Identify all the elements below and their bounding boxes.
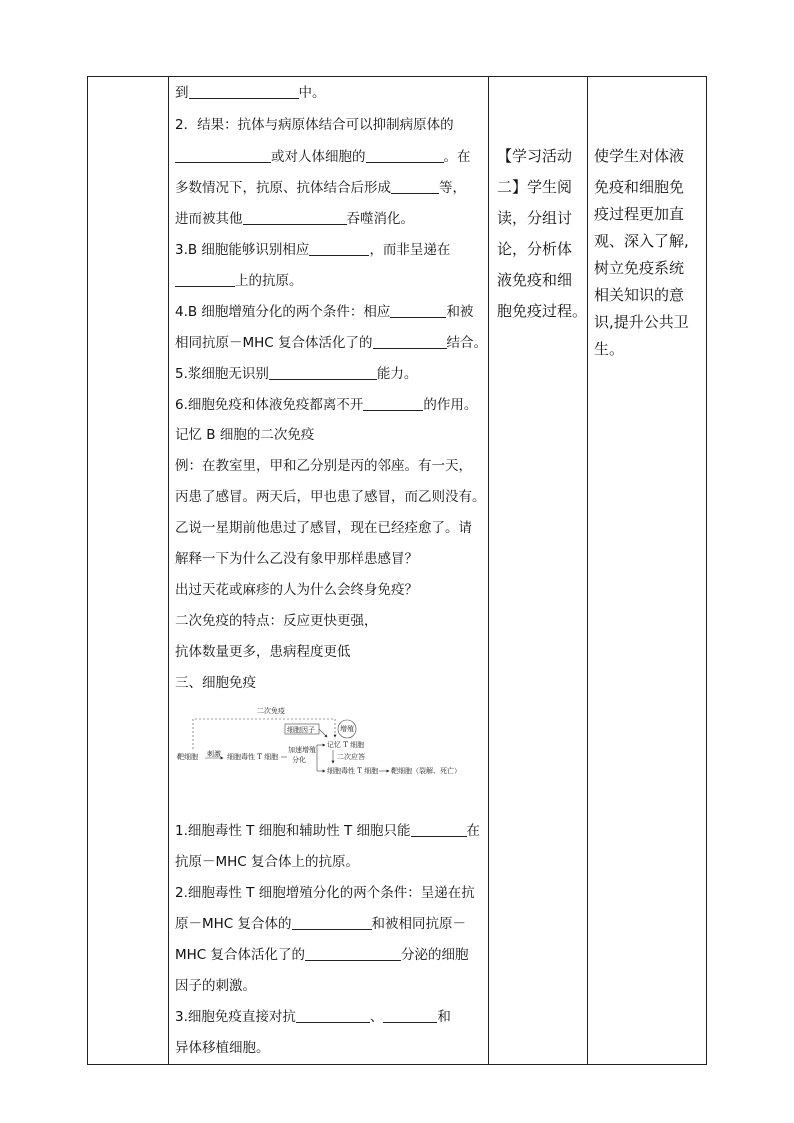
secondary-response-top-label: 二次免疫 xyxy=(257,707,285,715)
content-line: 抗原－MHC 复合体上的抗原。 xyxy=(175,854,360,870)
purpose-line: 相关知识的意 xyxy=(594,286,685,304)
activity-line: 读，分组讨 xyxy=(497,209,573,227)
purpose-line: 树立免疫系统 xyxy=(594,259,685,277)
fill-blank xyxy=(296,1008,370,1023)
memory-t-label: 记忆 T 细胞 xyxy=(327,741,365,749)
purpose-line: 疫过程更加直 xyxy=(594,205,685,223)
fill-blank xyxy=(366,148,444,163)
proliferation-label: 增殖 xyxy=(340,725,354,733)
content-line: 2.细胞毒性 T 细胞增殖分化的两个条件：呈递在抗 xyxy=(175,885,475,901)
purpose-line: 生。 xyxy=(594,340,625,358)
content-line: 二次免疫的特点：反应更快更强， xyxy=(175,613,378,629)
purpose-line: 使学生对体液 xyxy=(594,147,685,165)
fill-blank xyxy=(175,272,235,287)
stimulation-label: 刺激 xyxy=(207,750,221,758)
content-line: 多数情况下，抗原、抗体结合后形成 等， xyxy=(175,180,466,196)
activity-line: 胞免疫过程。 xyxy=(497,302,588,320)
content-line: 3.B 细胞能够识别相应 ，而非呈递在 xyxy=(175,242,451,258)
content-line: 进而被其他 吞噬消化。 xyxy=(175,211,414,227)
cytokine-label: 细胞因子 xyxy=(287,726,315,734)
cytotoxic-t-2-label: 细胞毒性 T 细胞 xyxy=(327,767,379,775)
content-line: 2．结果：抗体与病原体结合可以抑制病原体的 xyxy=(175,117,454,133)
target-cell-end-label: 靶细胞（裂解、死亡） xyxy=(391,767,461,775)
column-divider xyxy=(168,77,169,1064)
fill-blank xyxy=(243,210,347,225)
content-line: 例：在教室里，甲和乙分别是丙的邻座。有一天， xyxy=(175,458,472,474)
content-line: 相同抗原－MHC 复合体活化了的 结合。 xyxy=(175,335,488,351)
fill-blank xyxy=(391,179,439,194)
fill-blank xyxy=(292,915,372,930)
fill-blank xyxy=(189,84,299,99)
target-cell-start-label: 靶细胞 xyxy=(177,753,198,761)
fill-blank xyxy=(175,148,271,163)
content-line: 或对人体细胞的 。在 xyxy=(175,147,471,167)
fill-blank xyxy=(363,396,423,411)
cellular-immunity-diagram xyxy=(175,699,475,779)
content-line: 原－MHC 复合体的 和被相同抗原－ xyxy=(175,916,467,932)
lesson-table xyxy=(87,76,707,1065)
activity-line: 论，分析体 xyxy=(497,240,573,258)
content-line: MHC 复合体活化了的 分泌的细胞 xyxy=(175,947,469,963)
cytokine-arrow xyxy=(319,729,327,737)
fill-blank xyxy=(390,303,446,318)
content-line: 解释一下为什么乙没有象甲那样患感冒？ xyxy=(175,551,418,567)
content-line: 1.细胞毒性 T 细胞和辅助性 T 细胞只能 在 xyxy=(175,823,481,839)
purpose-line: 观、深入了解, xyxy=(594,232,689,250)
activity-line: 液免疫和细 xyxy=(497,271,573,289)
fill-blank xyxy=(269,365,377,380)
content-line: 丙患了感冒。两天后，甲也患了感冒，而乙则没有。 xyxy=(175,489,486,505)
content-line: 3.细胞免疫直接对抗 、 和 xyxy=(175,1009,451,1025)
activity-line: 【学习活动 xyxy=(497,147,573,165)
secondary-response-label: 二次应答 xyxy=(337,753,365,761)
content-line: 上的抗原。 xyxy=(175,271,303,291)
content-line: 抗体数量更多，患病程度更低 xyxy=(175,644,351,660)
differentiate-label: 分化 xyxy=(292,756,306,764)
content-line: 5.浆细胞无识别 能力。 xyxy=(175,366,418,382)
content-line: 出过天花或麻疹的人为什么会终身免疫？ xyxy=(175,582,418,598)
fill-blank xyxy=(309,241,369,256)
section-heading: 记忆 B 细胞的二次免疫 xyxy=(175,427,315,443)
fill-blank xyxy=(411,822,467,837)
proliferate-differentiate-label: 加速增殖 xyxy=(288,746,316,754)
column-divider xyxy=(587,77,588,1064)
content-line: 到 中。 xyxy=(175,85,326,101)
content-line: 异体移植细胞。 xyxy=(175,1040,270,1056)
activity-line: 二】学生阅 xyxy=(497,178,573,196)
content-line: 6.细胞免疫和体液免疫都离不开 的作用。 xyxy=(175,397,478,413)
purpose-line: 识,提升公共卫 xyxy=(594,313,689,331)
column-divider xyxy=(488,77,489,1064)
cytotoxic-t-label: 细胞毒性 T 细胞 xyxy=(227,753,279,761)
section-heading: 三、细胞免疫 xyxy=(175,675,256,691)
purpose-line: 免疫和细胞免 xyxy=(594,178,685,196)
fill-blank xyxy=(305,946,401,961)
fill-blank xyxy=(383,1008,437,1023)
content-line: 乙说一星期前他患过了感冒，现在已经痊愈了。请 xyxy=(175,520,472,536)
content-line: 因子的刺激。 xyxy=(175,978,256,994)
content-line: 4.B 细胞增殖分化的两个条件：相应 和被 xyxy=(175,304,474,320)
fill-blank xyxy=(373,334,447,349)
